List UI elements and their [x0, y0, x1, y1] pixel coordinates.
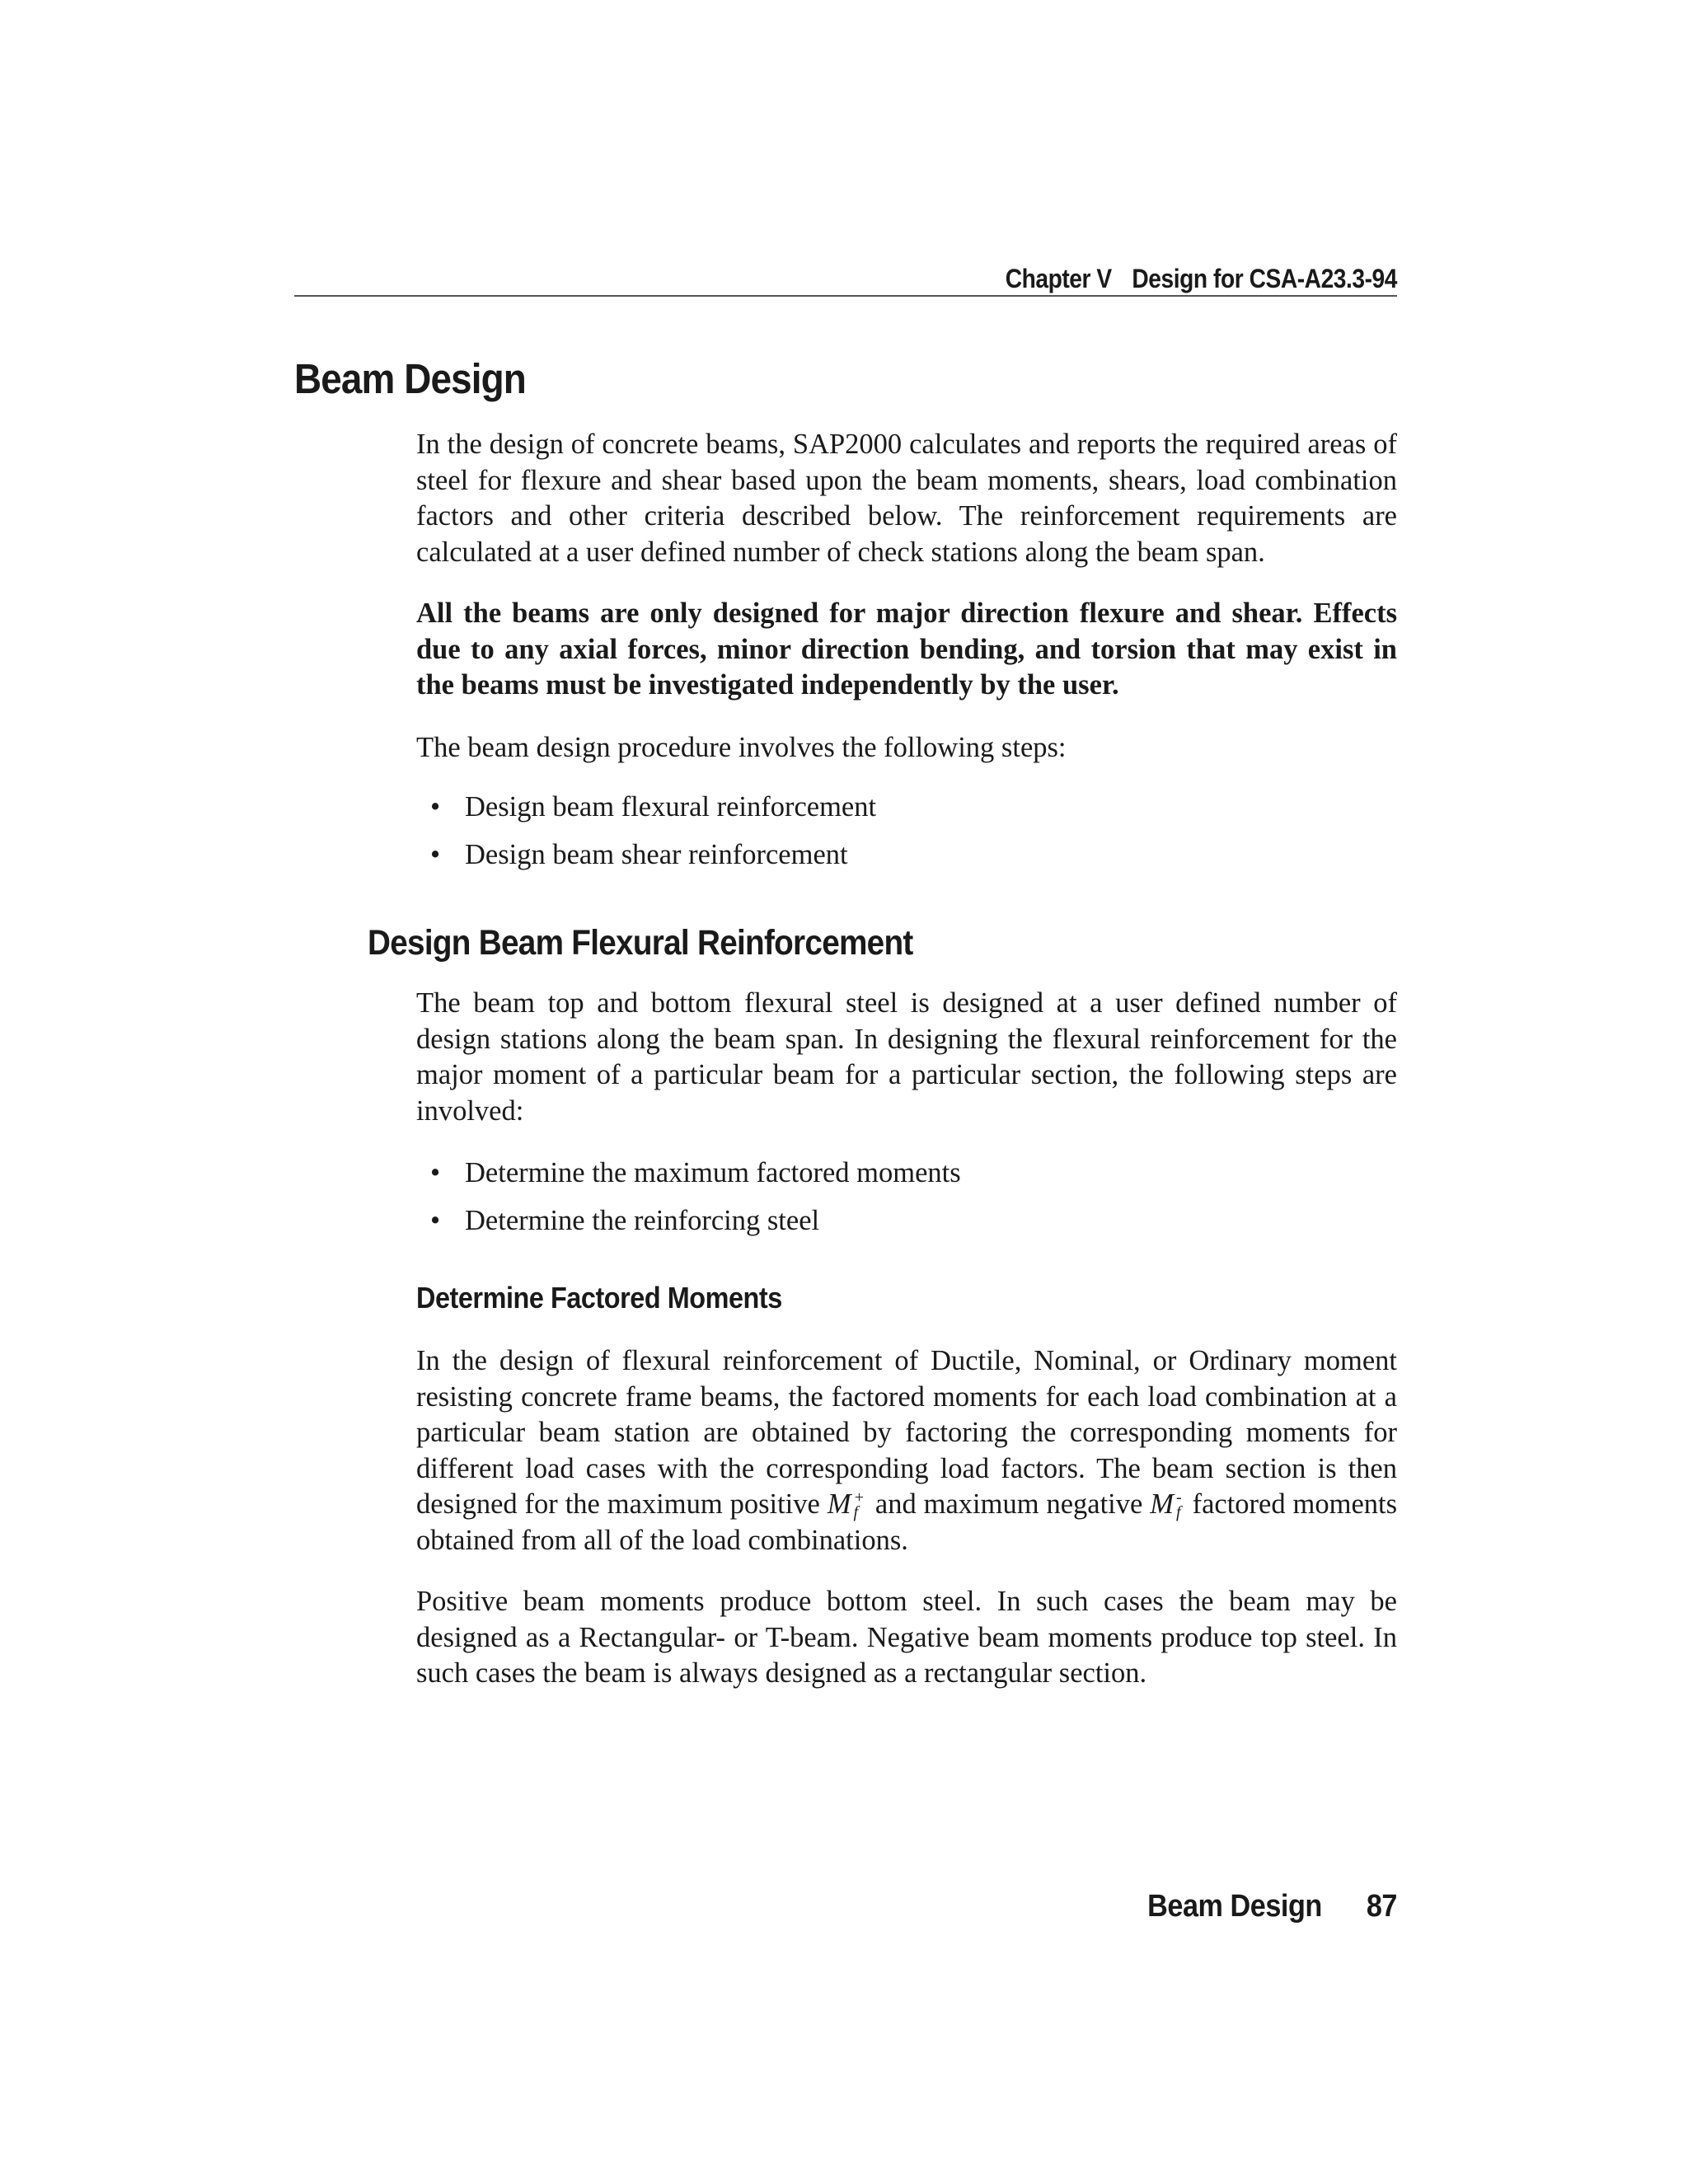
list-item: • Design beam shear reinforcement	[430, 837, 848, 874]
bullet-icon: •	[430, 1205, 441, 1236]
steps-intro: The beam design procedure involves the following steps:	[416, 732, 1067, 763]
positive-moment-symbol: M + f	[827, 1488, 865, 1522]
subsubsection-title: Determine Factored Moments	[416, 1281, 782, 1315]
running-header	[427, 262, 1397, 295]
list-item: • Design beam flexural reinforcement	[430, 790, 876, 826]
page-footer	[1030, 1887, 1398, 1925]
section-intro: In the design of concrete beams, SAP2000 calculates and reports the required areas of steel for flexure and shear based upon the beam moments, shears, load combination factors and other criteria described below. The reinforcement requirements are calculated at a user defined number of check stations along the beam span.	[416, 429, 1397, 568]
header-rule	[294, 295, 1397, 297]
header-title: Design for CSA-A23.3-94	[1132, 264, 1397, 293]
list-item: • Determine the maximum factored moments	[430, 1155, 961, 1192]
bullet-icon: •	[430, 791, 441, 823]
bullet-icon: •	[430, 1157, 441, 1188]
subsection-title: Design Beam Flexural Reinforcement	[368, 923, 913, 963]
header-chapter: Chapter V	[1005, 264, 1112, 293]
list-item: • Determine the reinforcing steel	[430, 1203, 819, 1240]
footer-section: Beam Design	[1147, 1889, 1322, 1924]
subsection-intro: The beam top and bottom flexural steel is designed at a user defined number of design stations along the beam span. In designing the flexural reinforcement for the major moment of a particular beam for a particular section, the following steps are involved:	[416, 987, 1397, 1127]
factored-moments-paragraph: In the design of flexural reinforcement of Ductile, Nominal, or Ordinary moment resisting concrete frame beams, the factored moments for each load combination at a particular beam station are obtained by factoring the corresponding moments for different load cases with the corresponding load factors. The beam section is then designed for the maximum positive M + f and maximum negative M - f factored moments obtained from all of the load combinations.	[416, 1345, 1398, 1556]
positive-negative-moments-paragraph: Positive beam moments produce bottom steel. In such cases the beam may be designed as a Rectangular- or T-beam. Negative beam moments produce top steel. In such cases the beam is always designed as a rectangular section.	[416, 1586, 1397, 1689]
section-title: Beam Design	[294, 355, 526, 402]
page-number: 87	[1366, 1889, 1397, 1924]
bullet-icon: •	[430, 839, 441, 870]
negative-moment-symbol: M - f	[1150, 1488, 1182, 1522]
section-note: All the beams are only designed for major direction flexure and shear. Effects due to any axial forces, minor direction bending, and torsion that may exist in the beams must be investigated independently by the user.	[416, 598, 1397, 701]
